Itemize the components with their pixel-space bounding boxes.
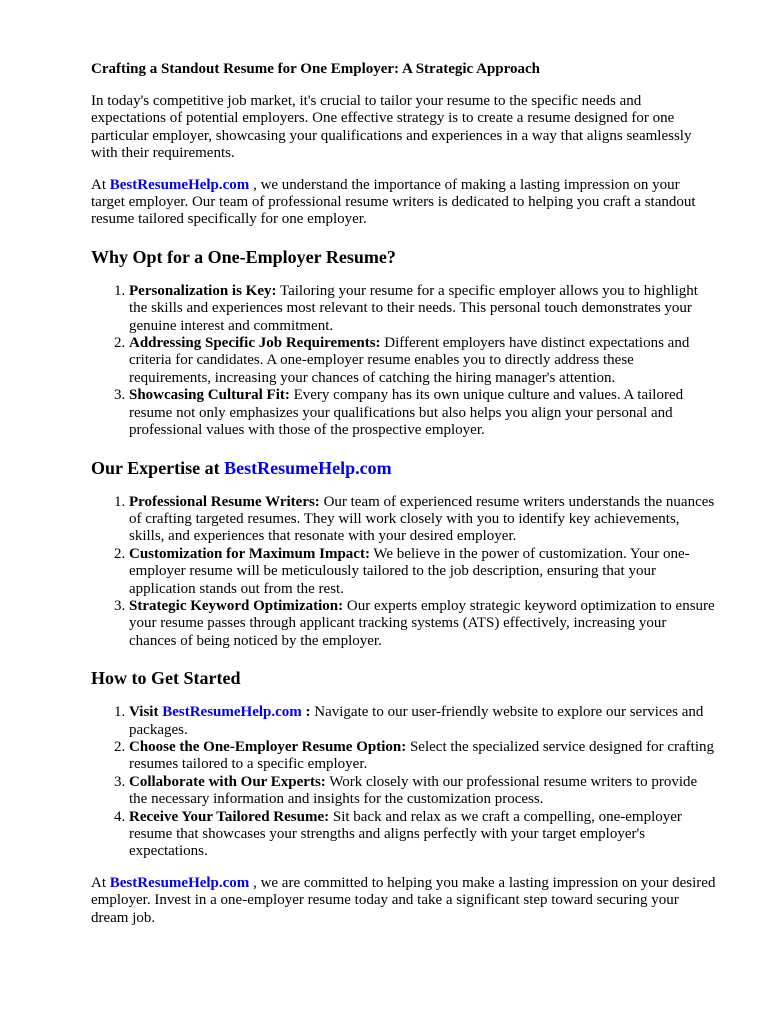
closing-suffix: , we are committed to helping you make a lasting impression on your desired employer. Invest in a one-employer resume today and take a significant step toward securing your dream job. [91, 874, 716, 926]
expertise-item-term: Customization for Maximum Impact: [129, 545, 370, 562]
expertise-heading-link[interactable]: BestResumeHelp.com [224, 457, 392, 478]
why-item-term: Showcasing Cultural Fit: [129, 387, 290, 404]
expertise-heading-prefix: Our Expertise at [91, 457, 225, 478]
expertise-item-text: Our team of experienced resume writers understands the nuances of crafting targeted resumes. They will work closely with you to identify key achievements, skills, and experiences that resonate with your desired employer. [129, 493, 715, 545]
closing-paragraph [91, 875, 716, 927]
start-heading: How to Get Started [91, 668, 241, 689]
start-visit-colon: : [301, 704, 311, 721]
why-item-term: Addressing Specific Job Requirements: [129, 335, 381, 352]
expertise-item-term: Professional Resume Writers: [129, 493, 320, 510]
start-item-choose-option [129, 739, 716, 774]
about-link[interactable]: BestResumeHelp.com [109, 176, 250, 193]
about-suffix: , we understand the importance of making a lasting impression on your target employer. Our team of professional resume writers is dedicated to helping you craft a standout resume tailored specifically for one employer. [91, 176, 696, 228]
about-paragraph [91, 177, 716, 229]
expertise-item-term: Strategic Keyword Optimization: [129, 597, 344, 614]
why-item-text: Every company has its own unique culture and values. A tailored resume not only emphasizes your qualifications but also helps you align your personal and professional values with those of the prospective employer. [129, 387, 684, 439]
why-item-text: Tailoring your resume for a specific employer allows you to highlight the skills and experiences most relevant to their needs. This personal touch demonstrates your genuine interest and commitment. [129, 282, 698, 334]
expertise-item-text: Our experts employ strategic keyword optimization to ensure your resume passes through applicant tracking systems (ATS) effectively, increasing your chances of being noticed by the employer. [129, 597, 715, 649]
start-item-term: Visit [129, 704, 163, 721]
start-visit-link[interactable]: BestResumeHelp.com [162, 704, 302, 721]
start-item-receive [129, 809, 716, 861]
start-item-text: Navigate to our user-friendly website to explore our services and packages. [129, 704, 704, 738]
start-item-text: Select the specialized service designed for crafting resumes tailored to a specific employer. [129, 738, 714, 773]
expertise-item-customization [129, 546, 716, 598]
why-item-cultural-fit [129, 387, 716, 439]
start-item-term: Receive Your Tailored Resume: [129, 808, 330, 825]
start-item-collaborate [129, 774, 716, 809]
closing-link[interactable]: BestResumeHelp.com [109, 874, 250, 891]
why-heading: Why Opt for a One-Employer Resume? [91, 246, 396, 267]
why-item-term: Personalization is Key: [129, 282, 277, 299]
why-list [91, 283, 716, 440]
why-item-text: Different employers have distinct expectations and criteria for candidates. A one-employer resume enables you to directly address these requirements, increasing your chances of catching the hiring manager's attention. [129, 335, 690, 386]
expertise-item-writers [129, 494, 716, 546]
expertise-heading [91, 458, 716, 479]
intro-paragraph: In today's competitive job market, it's crucial to tailor your resume to the specific needs and expectations of potential employers. One effective strategy is to create a resume designed for one particular employer, showcasing your qualifications and experiences in a way that aligns seamlessly with their requirements. [91, 93, 692, 162]
start-item-text: Work closely with our professional resume writers to provide the necessary information and insights for the customization process. [129, 773, 698, 808]
start-item-term: Choose the One-Employer Resume Option: [129, 738, 407, 755]
expertise-item-keywords [129, 598, 716, 650]
start-item-text: Sit back and relax as we craft a compelling, one-employer resume that showcases your strengths and aligns perfectly with your target employer's expectations. [129, 808, 682, 860]
start-item-term: Collaborate with Our Experts: [129, 773, 326, 790]
about-prefix: At [91, 176, 110, 193]
expertise-item-text: We believe in the power of customization. Your one-employer resume will be meticulously tailored to the job description, ensuring that your application stands out from the rest. [129, 545, 690, 597]
document-title: Crafting a Standout Resume for One Employer: A Strategic Approach [91, 61, 541, 77]
expertise-list [91, 494, 716, 651]
start-list [91, 704, 716, 861]
why-item-personalization [129, 283, 716, 335]
start-item-visit [129, 704, 716, 739]
why-item-job-requirements [129, 335, 716, 387]
closing-prefix: At [91, 874, 110, 891]
